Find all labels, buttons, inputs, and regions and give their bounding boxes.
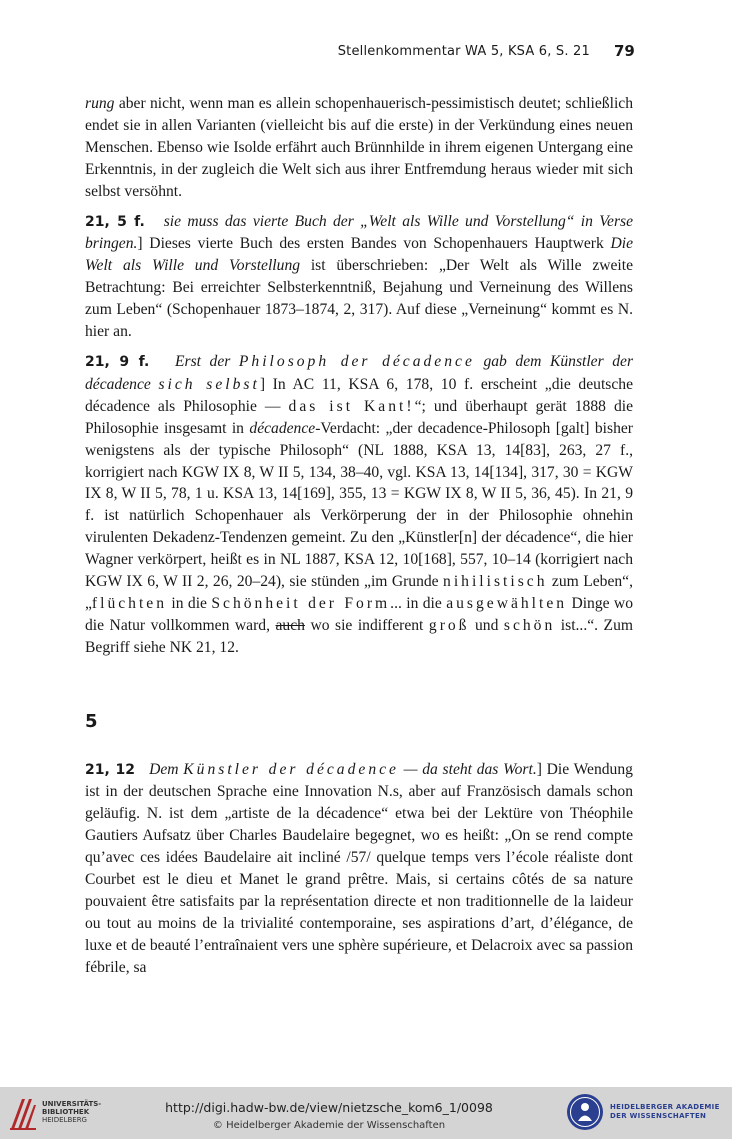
entry-text: ] Dieses vierte Buch des ersten Bandes von Schopenhauers Hauptwerk [137, 235, 611, 253]
lemma-reference: 21, 12 [85, 761, 135, 778]
quote-part: — da steht das Wort. [398, 760, 537, 778]
entry-text: ] In AC 11, KSA 6, 178, 10 f. erscheint „die deutsche décadence als Philosophie — [85, 375, 633, 415]
commentary-entry [85, 351, 633, 659]
entry-text: ... in die [390, 594, 447, 612]
footer-bar [0, 1087, 732, 1139]
entry-text: wo sie indifferent [304, 616, 429, 634]
spaced-text: ausgewählten [446, 594, 568, 612]
entry-text: -Verdacht: „der decadence-Philosoph [galt] bisher wenigstens als der typische Philosoph“ (NL 1888, KSA 13, 14[83], 263, 27 f., korrigiert nach KGW IX 8, W II 5, 134, 38–40, vgl. KSA 13, 14[134], 317, 30 = KGW IX 8, W II 5, 78, 1 u. KSA 13, 14[169], 355, 13 = KGW IX 8, W II 5, 36, 45). In 21, 9 f. ist natürlich Schopenhauer als Verkörperung der in der Philosophie ohnehin virulenten Dekadenz-Tendenzen gemeint. Zu den „Künstler[n] der décadence“, die hier Wagner verkörpert, heißt es in NL 1887, KSA 12, 10[168], 557, 10–14 (korrigiert nach KGW IX 6, W II 2, 26, 20–24), sie stünden „im Grunde [85, 419, 633, 591]
struck-word: auch [275, 616, 305, 634]
spaced-quote-part: Künstler der décadence [183, 760, 399, 778]
entry-text: “; und überhaupt gerät 1888 die Philosophie insgesamt in [85, 397, 633, 437]
entry-text: ] Die Wendung ist in der deutschen Sprache eine Innovation N.s, aber auf Französisch damals schon geläufig. N. ist dem „artiste de la décadence“ etwa bei der Lektüre von Théophile Gautiers Aufsatz über Charles Baudelaire begegnet, wo es heißt: „On se rend compte qu’avec ces idées Baudelaire ait incliné /57/ quelque temps vers l’école réaliste dont Courbet est le dieu et Manet le grand prêtre. Mais, si certains côtés de sa nature pouvaient être satisfaits par la représentation directe et non traditionnelle de la laideur ou tout au moins de la trivialité contemporaine, ses aspirations d’art, d’élégance, de luxe et de beauté l’entraînaient vers une sphère supérieure, et Delacroix avec sa passion fébrile, sa [85, 760, 633, 976]
academy-name [610, 1103, 720, 1121]
spaced-quote-part: Philosoph der décadence [238, 352, 475, 370]
commentary-entry [85, 211, 633, 343]
library-name-line: HEIDELBERG [42, 1116, 87, 1124]
entry-text: zum Leben“, „ [85, 573, 633, 612]
section-number: 5 [85, 710, 98, 732]
entry-text: ist...“. Zum Begriff siehe NK 21, 12. [85, 616, 633, 656]
spaced-quote-part: sich selbst [158, 375, 260, 393]
paragraph-continuation [85, 93, 633, 203]
page-header [0, 42, 732, 64]
spaced-text: groß [428, 616, 470, 634]
spaced-text: nihilistisch [443, 573, 548, 591]
library-name-line: UNIVERSITÄTS- [42, 1100, 102, 1108]
page-body [85, 93, 633, 987]
entry-text: ist überschrieben: „Der Welt als Wille zweite Betrachtung: Bei erreichter Selbsterkenntniß, Bejahung und Verneinung des Willens zum Leben“ (Schopenhauer 1873–1874, 2, 317). Auf diese „Verneinung“ kommt es N. hier an. [85, 257, 634, 341]
lemma-reference: 21, 9 f. [85, 353, 150, 370]
entry-text: Dinge wo die Natur vollkommen ward, [85, 594, 633, 634]
spaced-text: schön [503, 616, 556, 634]
running-title: Stellenkommentar WA 5, KSA 6, S. 21 [337, 44, 590, 59]
spaced-text: Schönheit der Form [211, 594, 391, 612]
lemma-quote [149, 761, 537, 778]
entry-text: und [469, 616, 504, 634]
italic-lead: rung [85, 95, 115, 112]
commentary-entry [85, 759, 633, 979]
academy-seal-icon [566, 1093, 604, 1131]
quote-part: gab dem Künstler der décadence [85, 352, 634, 393]
entry-text: in die [167, 594, 212, 612]
source-url[interactable]: http://digi.hadw-bw.de/view/nietzsche_kom6_1/0098 [165, 1100, 493, 1115]
lemma-reference: 21, 5 f. [85, 213, 145, 230]
academy-name-line: DER WISSENSCHAFTEN [610, 1112, 707, 1120]
italic-term: décadence [249, 419, 316, 437]
library-name-line: BIBLIOTHEK [42, 1108, 90, 1116]
academy-name-line: HEIDELBERGER AKADEMIE [610, 1103, 720, 1111]
paragraph-text: aber nicht, wenn man es allein schopenhauerisch-pessimistisch deutet; schließlich endet sie in allen Varianten (vielleicht bis auf die erste) in der Verkündung eines neuen Menschen. Ebenso wie Isolde erfährt auch Brünnhilde in ihrem eigenen Untergang eine Erkenntnis, in der zugleich die Welt sich aus ihrer Entfremdung heraus wieder mit sich selbst versöhnt. [85, 95, 633, 200]
quote-part: Dem [149, 760, 184, 778]
page-number: 79 [614, 42, 635, 60]
quote-part: Erst der [174, 352, 239, 370]
spaced-text: das ist Kant! [288, 397, 415, 415]
copyright-notice: © Heidelberger Akademie der Wissenschaften [212, 1120, 446, 1131]
lemma-quote: sie muss das vierte Buch der „Welt als Wille und Vorstellung“ in Verse bringen. [85, 212, 633, 253]
spaced-text: flüchten [91, 594, 168, 612]
work-title: Die Welt als Wille und Vorstellung [85, 235, 633, 275]
